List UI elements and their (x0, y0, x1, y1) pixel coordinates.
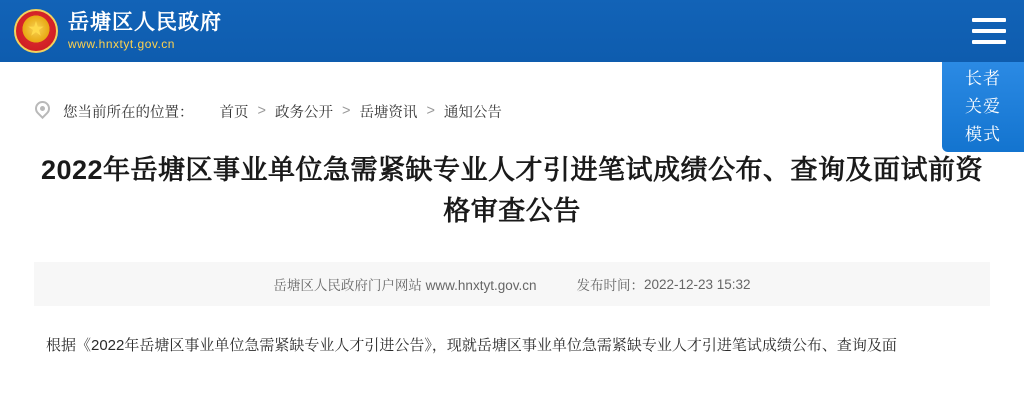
site-url: www.hnxtyt.gov.cn (68, 36, 175, 51)
location-pin-icon (34, 100, 51, 122)
menu-bar-2 (972, 29, 1006, 33)
site-brand[interactable] (68, 11, 222, 52)
article-body (46, 332, 978, 361)
elder-mode-line-2: 关爱 (965, 96, 1001, 116)
breadcrumb-separator-2: > (341, 103, 351, 119)
page-title: 2022年岳塘区事业单位急需紧缺专业人才引进笔试成绩公布、查询及面试前资格审查公告 (40, 155, 984, 227)
breadcrumb-item-yuetang-news[interactable]: 岳塘资讯 (359, 104, 418, 121)
national-emblem-icon (14, 9, 58, 53)
publish-time-value: 2022-12-23 15:32 (643, 276, 751, 292)
breadcrumb (0, 62, 1024, 122)
article-meta-bar (34, 262, 990, 306)
menu-bar-3 (972, 40, 1006, 44)
site-header (0, 0, 1024, 62)
article-paragraph-1: 根据《2022年岳塘区事业单位急需紧缺专业人才引进公告》，现就岳塘区事业单位急需紧缺专业人才引进笔试成绩公布、查询及面 (46, 337, 897, 355)
menu-bar-1 (972, 18, 1006, 22)
breadcrumb-item-announcements[interactable]: 通知公告 (443, 104, 502, 121)
breadcrumb-label: 您当前所在的位置： (63, 104, 194, 121)
breadcrumb-item-home[interactable]: 首页 (219, 104, 249, 121)
article-source: 岳塘区人民政府门户网站 www.hnxtyt.gov.cn (273, 278, 537, 294)
elder-mode-line-1: 长者 (965, 68, 1001, 88)
hamburger-menu-icon[interactable] (972, 18, 1006, 44)
elder-mode-line-3: 模式 (965, 125, 1001, 145)
elder-care-mode-button[interactable] (942, 62, 1024, 152)
publish-time-label: 发布时间： (576, 278, 644, 294)
breadcrumb-separator-3: > (426, 103, 435, 119)
breadcrumb-item-government-affairs[interactable]: 政务公开 (274, 104, 333, 121)
site-name: 岳塘区人民政府 (68, 10, 222, 34)
breadcrumb-separator-1: > (257, 103, 266, 119)
